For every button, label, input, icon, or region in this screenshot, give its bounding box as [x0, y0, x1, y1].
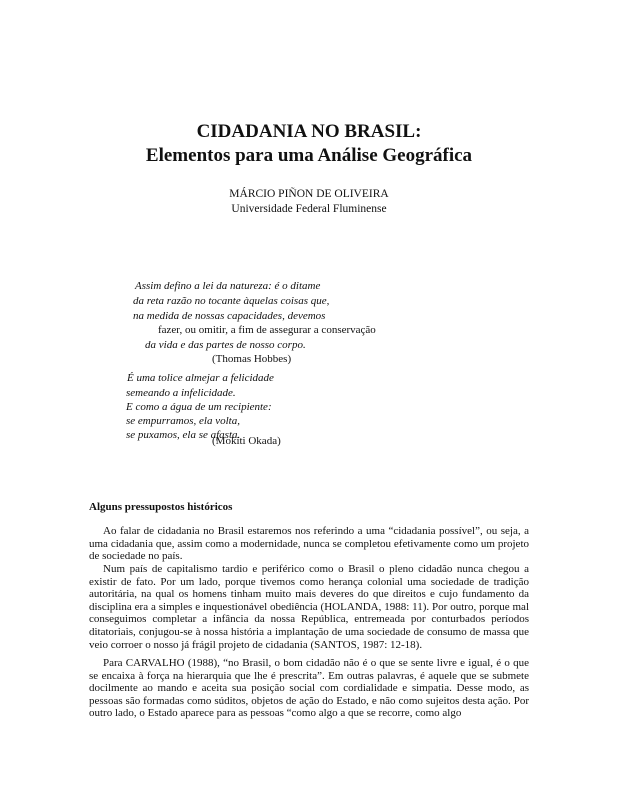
section-heading: Alguns pressupostos históricos [89, 501, 233, 513]
title-line-1: CIDADANIA NO BRASIL: [196, 121, 422, 142]
epigraph-line: da reta razão no tocante àquelas coisas que, [133, 295, 330, 307]
epigraph-line: se empurramos, ela volta, [126, 415, 240, 427]
body-paragraph: Ao falar de cidadania no Brasil estaremos nos referindo a uma “cidadania possível”, ou seja, a uma cidadania que, assim como a modernidade, nunca se completou efetivamente como um projeto de sociedade no país. [89, 525, 529, 563]
epigraph-line: na medida de nossas capacidades, devemos [133, 310, 326, 322]
epigraph-line: fazer, ou omitir, a fim de assegurar a conservação [158, 324, 376, 336]
epigraph-line: da vida e das partes de nosso corpo. [145, 339, 306, 351]
epigraph-line: É uma tolice almejar a felicidade [127, 372, 274, 384]
epigraph-attribution: (Thomas Hobbes) [212, 353, 292, 365]
author-institution: Universidade Federal Fluminense [231, 203, 387, 215]
epigraph-attribution: (Mokiti Okada) [212, 435, 281, 447]
body-paragraph: Para CARVALHO (1988), “no Brasil, o bom cidadão não é o que se sente livre e igual, é o que se encaixa à força na hierarquia que lhe é prescrita”. Em outras palavras, é aquele que se submete docilmente ao mando e aceita sua posição social com cordialidade e simpatia. Desse modo, as pessoas são formadas como súditos, objetos de ação do Estado, e não como sujeitos desta ação. Por outro lado, o Estado aparece para as pessoas “como algo a que se recorre, como algo [89, 657, 529, 720]
epigraph-line: semeando a infelicidade. [126, 387, 236, 399]
epigraph-line: se puxamos, ela se afasta. [126, 429, 241, 441]
author-name: MÁRCIO PIÑON DE OLIVEIRA [229, 188, 389, 200]
title-line-2: Elementos para uma Análise Geográfica [145, 145, 473, 166]
body-paragraph: Num país de capitalismo tardio e periférico como o Brasil o pleno cidadão nunca chegou a existir de fato. Por um lado, porque tivemos como herança colonial uma sociedade de tradição autoritária, na qual os homens tinham muito mais deveres do que direitos e cujo fundamento da disciplina era a simples e inquestionável obediência (HOLANDA, 1988: 11). Por outro, porque mal conseguimos completar a infância da nossa República, entremeada por conturbados períodos ditatoriais, conjugou-se à nossa história a implantação de uma sociedade de consumo de massa que veio corroer o nosso já frágil projeto de cidadania (SANTOS, 1987: 12-18). [89, 563, 529, 651]
epigraph-line: Assim defino a lei da natureza: é o ditame [135, 280, 321, 292]
epigraph-line: E como a água de um recipiente: [126, 401, 272, 413]
